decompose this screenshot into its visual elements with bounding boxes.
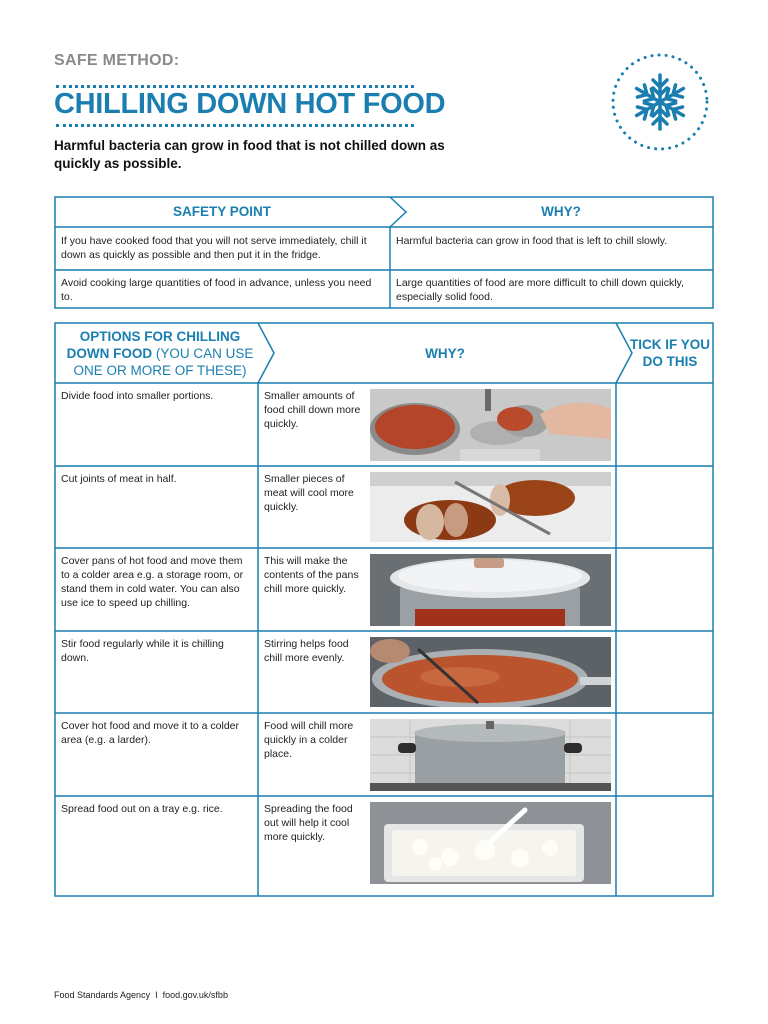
option-4: Stir food regularly while it is chilling down. [61,638,224,664]
dotted-rule-bottom [56,124,414,127]
header-tick: TICK IF YOU DO THIS [630,337,711,369]
safety-point-1: If you have cooked food that you will not serve immediately, chill it down as quickly as possible and then put it in the fridge. [61,235,367,261]
option-3: Cover pans of hot food and move them to a colder area e.g. a storage room, or stand them in cold water. You can also use ice to speed up chilling. [61,555,244,609]
options-table [54,322,716,898]
option-1: Divide food into smaller portions. [61,390,214,402]
safety-point-2: Avoid cooking large quantities of food in advance, unless you need to. [61,277,372,303]
option-why-3: This will make the contents of the pans chill more quickly. [264,555,359,595]
tick-box-6[interactable] [619,802,711,892]
footer: Food Standards Agency I food.gov.uk/sfbb [54,990,228,1000]
tick-box-3[interactable] [619,554,711,628]
header-why: WHY? [541,204,581,219]
stirring-photo [370,637,611,707]
header-why-options: WHY? [425,346,465,361]
covered-pan-photo [370,554,611,626]
rice-tray-photo [370,802,611,884]
header-options [60,328,260,379]
stockpot-photo [370,719,611,791]
option-5: Cover hot food and move it to a colder area (e.g. a larder). [61,720,240,746]
safety-why-1: Harmful bacteria can grow in food that is left to chill slowly. [396,235,668,247]
header-safety-point: SAFETY POINT [172,204,271,219]
header-options-label: OPTIONS FOR CHILLING DOWN FOOD [66,329,241,361]
option-why-2: Smaller pieces of meat will cool more quickly. [264,473,354,513]
safety-why-2: Large quantities of food are more difficult to chill down quickly, especially solid food. [396,277,684,303]
page-title: CHILLING DOWN HOT FOOD [54,88,446,120]
tick-box-5[interactable] [619,719,711,793]
option-why-6: Spreading the food out will help it cool more quickly. [264,803,353,843]
tick-box-1[interactable] [619,389,711,463]
option-why-4: Stirring helps food chill more evenly. [264,638,349,664]
option-why-5: Food will chill more quickly in a colder place. [264,720,354,760]
header-options-note: (YOU CAN USE ONE OR MORE OF THESE) [73,346,254,378]
intro-text: Harmful bacteria can grow in food that is not chilled down as quickly as possible. [54,138,445,171]
snowflake-icon [608,52,712,152]
option-2: Cut joints of meat in half. [61,473,177,485]
kicker: SAFE METHOD: [54,52,180,69]
meat-photo [370,472,611,542]
option-6: Spread food out on a tray e.g. rice. [61,803,223,815]
option-why-1: Smaller amounts of food chill down more quickly. [264,390,361,430]
portions-photo [370,389,611,461]
tick-box-4[interactable] [619,637,711,711]
tick-box-2[interactable] [619,472,711,546]
